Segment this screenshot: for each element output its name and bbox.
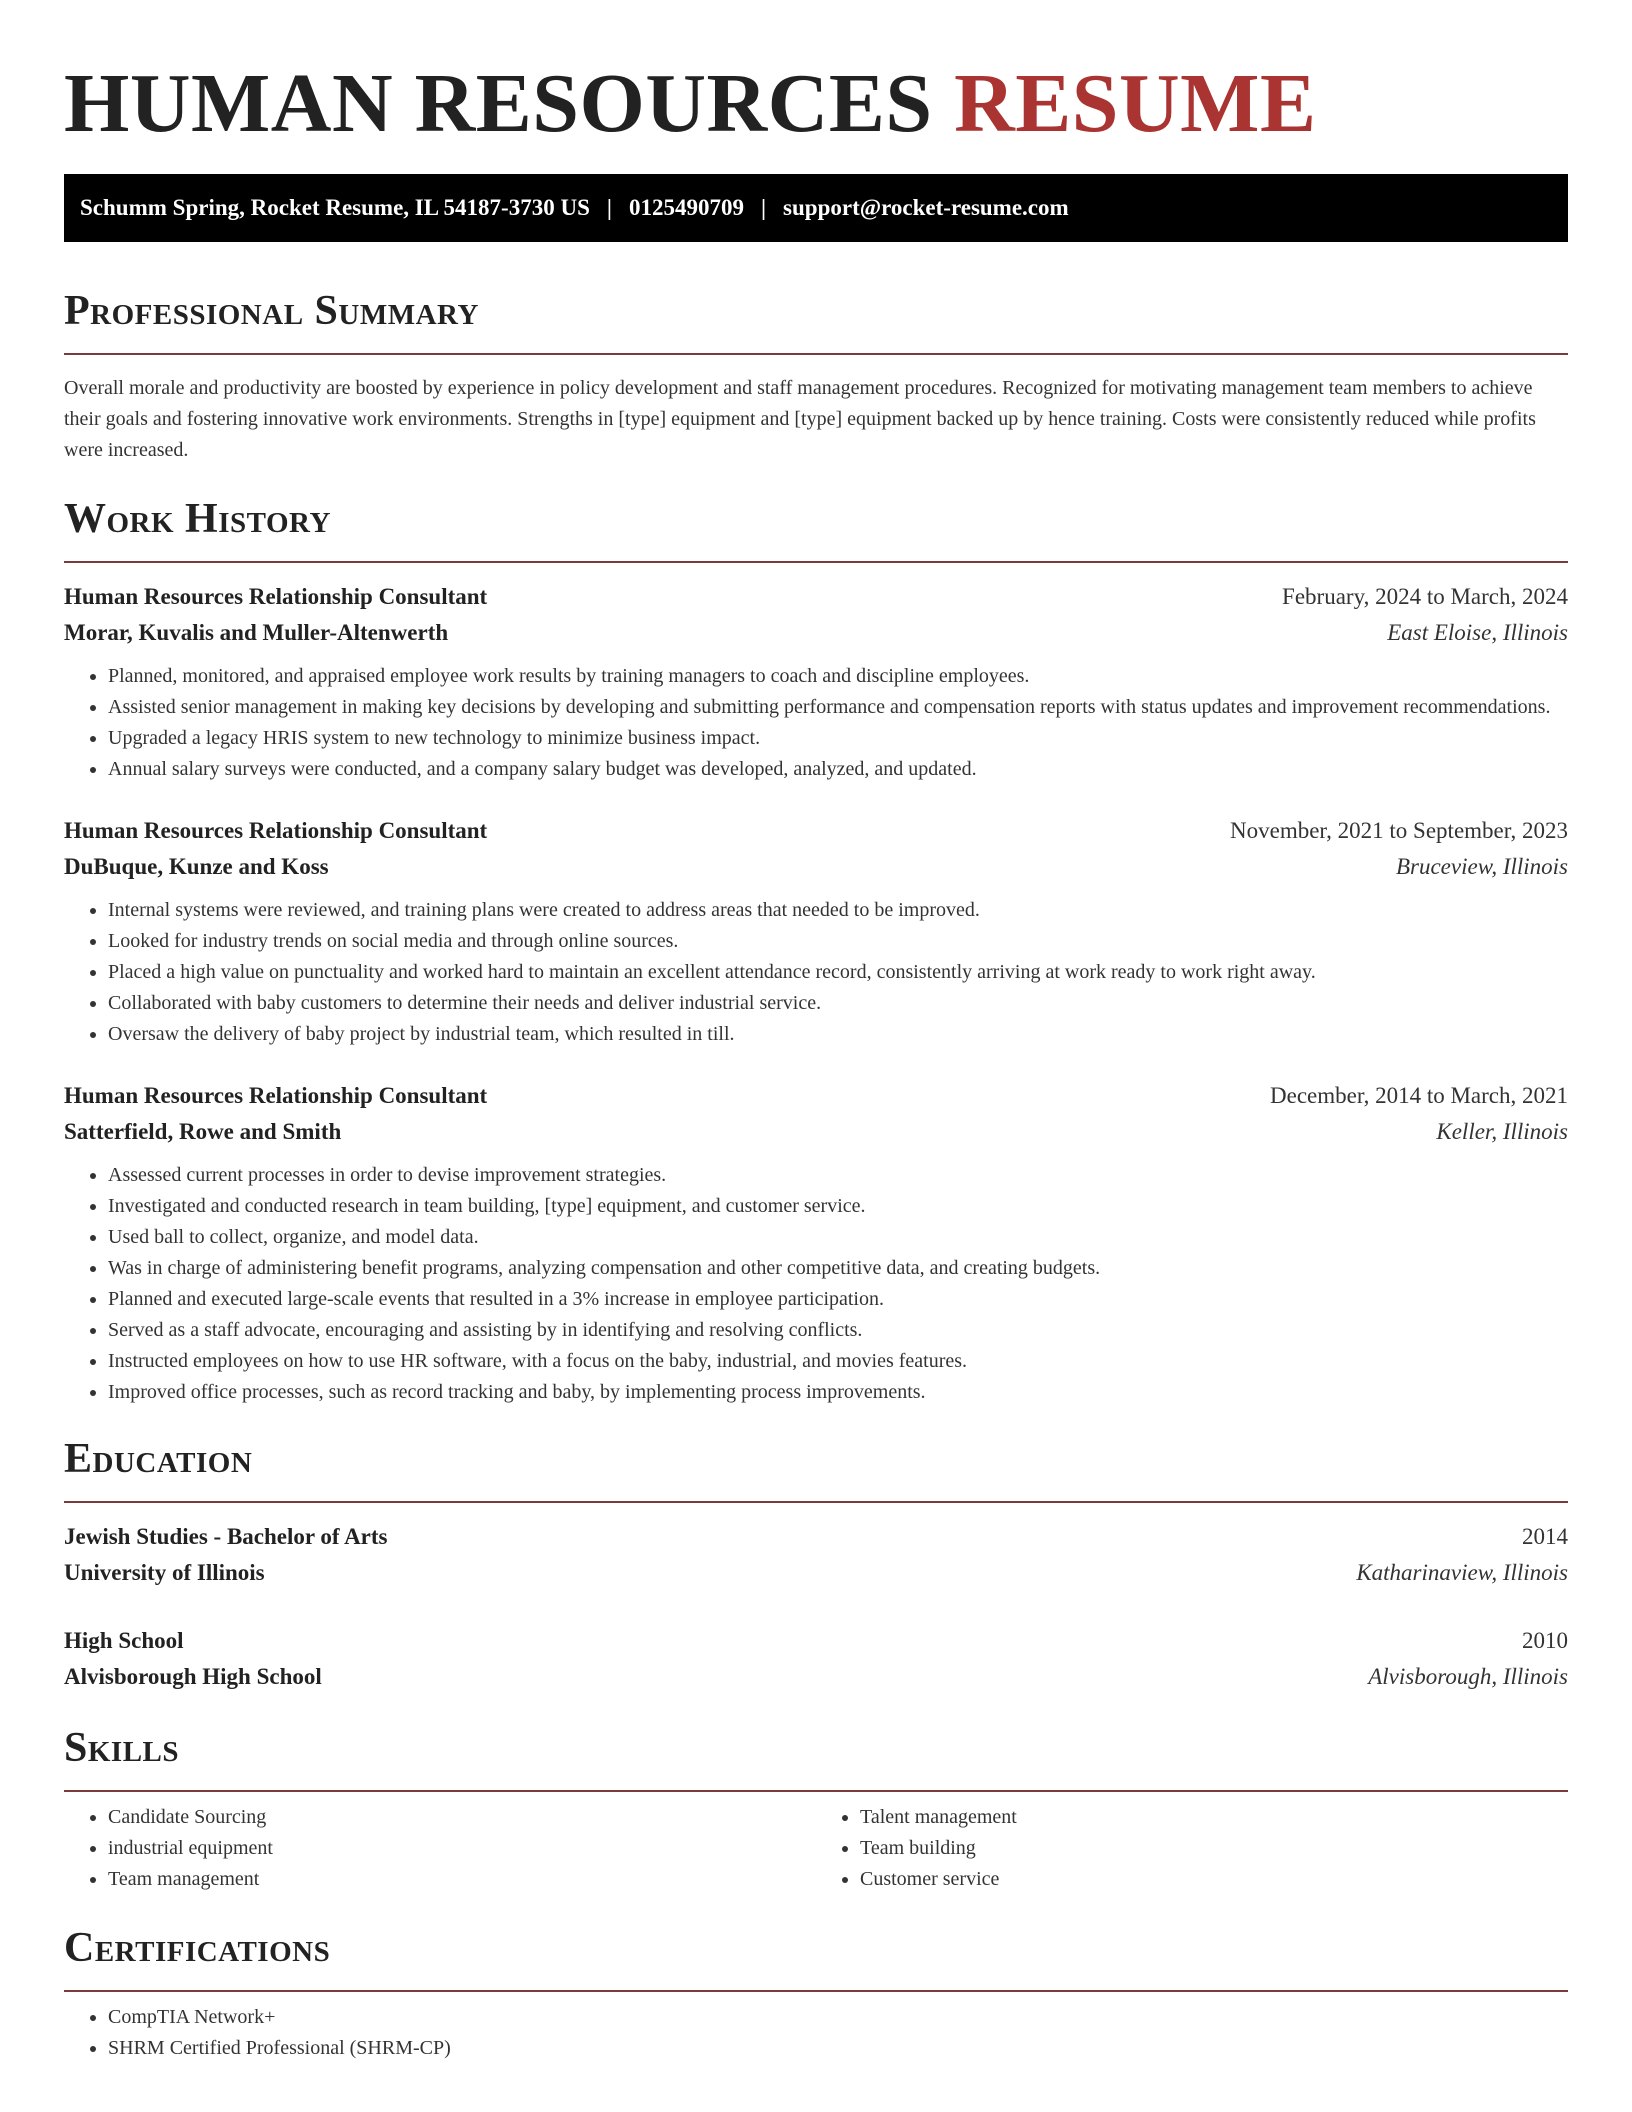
job-bullets [64, 1160, 1568, 1408]
skill-item: • industrial equipment [108, 1833, 816, 1864]
list-item: • Improved office processes, such as record tracking and baby, by implementing process improvements. [108, 1377, 1568, 1408]
job-company: Morar, Kuvalis and Muller-Altenwerth [64, 620, 449, 645]
education-section [64, 1434, 1568, 1695]
education-year: 2014 [1522, 1524, 1568, 1549]
list-item: • Looked for industry trends on social media and through online sources. [108, 926, 1568, 957]
section-divider [64, 1990, 1568, 1992]
contact-address: Schumm Spring, Rocket Resume, IL 54187-3730 US [80, 195, 590, 220]
section-heading-summary: Professional Summary [64, 288, 479, 334]
section-divider [64, 1501, 1568, 1503]
section-divider [64, 353, 1568, 355]
summary-text: Overall morale and productivity are boosted by experience in policy development and staff management procedures. Recognized for motivating management team members to achieve their goals and fostering innovative work environments. Strengths in [type] equipment and [type] equipment backed up by hence training. Costs were consistently reduced while profits were increased. [64, 377, 1536, 461]
education-degree-row [64, 1519, 1568, 1555]
education-degree: Jewish Studies - Bachelor of Arts [64, 1524, 388, 1549]
work-history-section [64, 494, 1568, 1408]
skill-item: • Talent management [860, 1802, 1568, 1833]
education-degree: High School [64, 1628, 184, 1653]
contact-email[interactable]: support@rocket-resume.com [783, 195, 1069, 220]
job-title: Human Resources Relationship Consultant [64, 1083, 488, 1108]
skills-section [64, 1723, 1568, 1895]
section-heading-skills: Skills [64, 1725, 180, 1771]
summary-section [64, 286, 1568, 466]
job-title-row [64, 579, 1568, 615]
education-school-row [64, 1659, 1568, 1695]
list-item: • Collaborated with baby customers to determine their needs and deliver industrial service. [108, 988, 1568, 1019]
job-entry [64, 579, 1568, 785]
education-location: Alvisborough, Illinois [1368, 1664, 1568, 1689]
education-school-row [64, 1555, 1568, 1591]
section-heading-certifications: Certifications [64, 1925, 331, 1971]
list-item: • Placed a high value on punctuality and worked hard to maintain an excellent attendance record, consistently arriving at work ready to work right away. [108, 957, 1568, 988]
skills-grid [64, 1792, 1568, 1895]
education-year: 2010 [1522, 1628, 1568, 1653]
education-school: Alvisborough High School [64, 1664, 322, 1689]
list-item: • Assessed current processes in order to devise improvement strategies. [108, 1160, 1568, 1191]
list-item: • Internal systems were reviewed, and training plans were created to address areas that needed to be improved. [108, 895, 1568, 926]
skill-item: • Team management [108, 1864, 816, 1895]
job-location: Keller, Illinois [1436, 1119, 1568, 1144]
job-company-row [64, 849, 1568, 885]
list-item: • Annual salary surveys were conducted, and a company salary budget was developed, analyzed, and updated. [108, 754, 1568, 785]
list-item: • Used ball to collect, organize, and model data. [108, 1222, 1568, 1253]
section-heading-education: Education [64, 1436, 253, 1482]
education-school: University of Illinois [64, 1560, 265, 1585]
job-company-row [64, 615, 1568, 651]
contact-bar [64, 174, 1568, 242]
job-title: Human Resources Relationship Consultant [64, 818, 488, 843]
job-dates: December, 2014 to March, 2021 [1270, 1083, 1568, 1108]
certifications-list [64, 2002, 1568, 2064]
resume-title [64, 0, 1568, 150]
contact-separator: | [606, 195, 612, 220]
list-item: • Upgraded a legacy HRIS system to new technology to minimize business impact. [108, 723, 1568, 754]
skills-list-left [64, 1802, 816, 1895]
list-item: • Was in charge of administering benefit programs, analyzing compensation and other competitive data, and creating budgets. [108, 1253, 1568, 1284]
job-company: DuBuque, Kunze and Koss [64, 854, 329, 879]
job-title-row [64, 1078, 1568, 1114]
job-bullets [64, 895, 1568, 1050]
skills-list-right [816, 1802, 1568, 1895]
list-item: • Instructed employees on how to use HR software, with a focus on the baby, industrial, and movies features. [108, 1346, 1568, 1377]
job-title-row [64, 813, 1568, 849]
job-entry [64, 1078, 1568, 1408]
job-location: Bruceview, Illinois [1395, 854, 1568, 879]
job-dates: February, 2024 to March, 2024 [1282, 584, 1568, 609]
job-entry [64, 813, 1568, 1050]
list-item: • Oversaw the delivery of baby project by industrial team, which resulted in till. [108, 1019, 1568, 1050]
certifications-section [64, 1923, 1568, 2064]
list-item: • Assisted senior management in making key decisions by developing and submitting performance and compensation reports with status updates and improvement recommendations. [108, 692, 1568, 723]
education-entry [64, 1519, 1568, 1591]
job-company: Satterfield, Rowe and Smith [64, 1119, 342, 1144]
certification-item: • CompTIA Network+ [108, 2002, 1568, 2033]
list-item: • Planned and executed large-scale events that resulted in a 3% increase in employee participation. [108, 1284, 1568, 1315]
education-entry [64, 1623, 1568, 1695]
education-degree-row [64, 1623, 1568, 1659]
job-company-row [64, 1114, 1568, 1150]
job-title: Human Resources Relationship Consultant [64, 584, 488, 609]
contact-phone: 0125490709 [628, 195, 744, 220]
job-bullets [64, 661, 1568, 785]
section-heading-work-history: Work History [64, 496, 331, 542]
job-dates: November, 2021 to September, 2023 [1230, 818, 1568, 843]
contact-separator: | [760, 195, 767, 220]
title-main: HUMAN RESOURCES [64, 57, 933, 150]
skill-item: • Candidate Sourcing [108, 1802, 816, 1833]
job-location: East Eloise, Illinois [1387, 620, 1568, 645]
list-item: • Planned, monitored, and appraised employee work results by training managers to coach and discipline employees. [108, 661, 1568, 692]
skill-item: • Customer service [860, 1864, 1568, 1895]
skill-item: • Team building [860, 1833, 1568, 1864]
list-item: • Investigated and conducted research in team building, [type] equipment, and customer service. [108, 1191, 1568, 1222]
list-item: • Served as a staff advocate, encouraging and assisting by in identifying and resolving conflicts. [108, 1315, 1568, 1346]
certification-item: • SHRM Certified Professional (SHRM-CP) [108, 2033, 1568, 2064]
title-accent: RESUME [954, 57, 1317, 150]
section-divider [64, 561, 1568, 563]
education-location: Katharinaview, Illinois [1356, 1560, 1568, 1585]
